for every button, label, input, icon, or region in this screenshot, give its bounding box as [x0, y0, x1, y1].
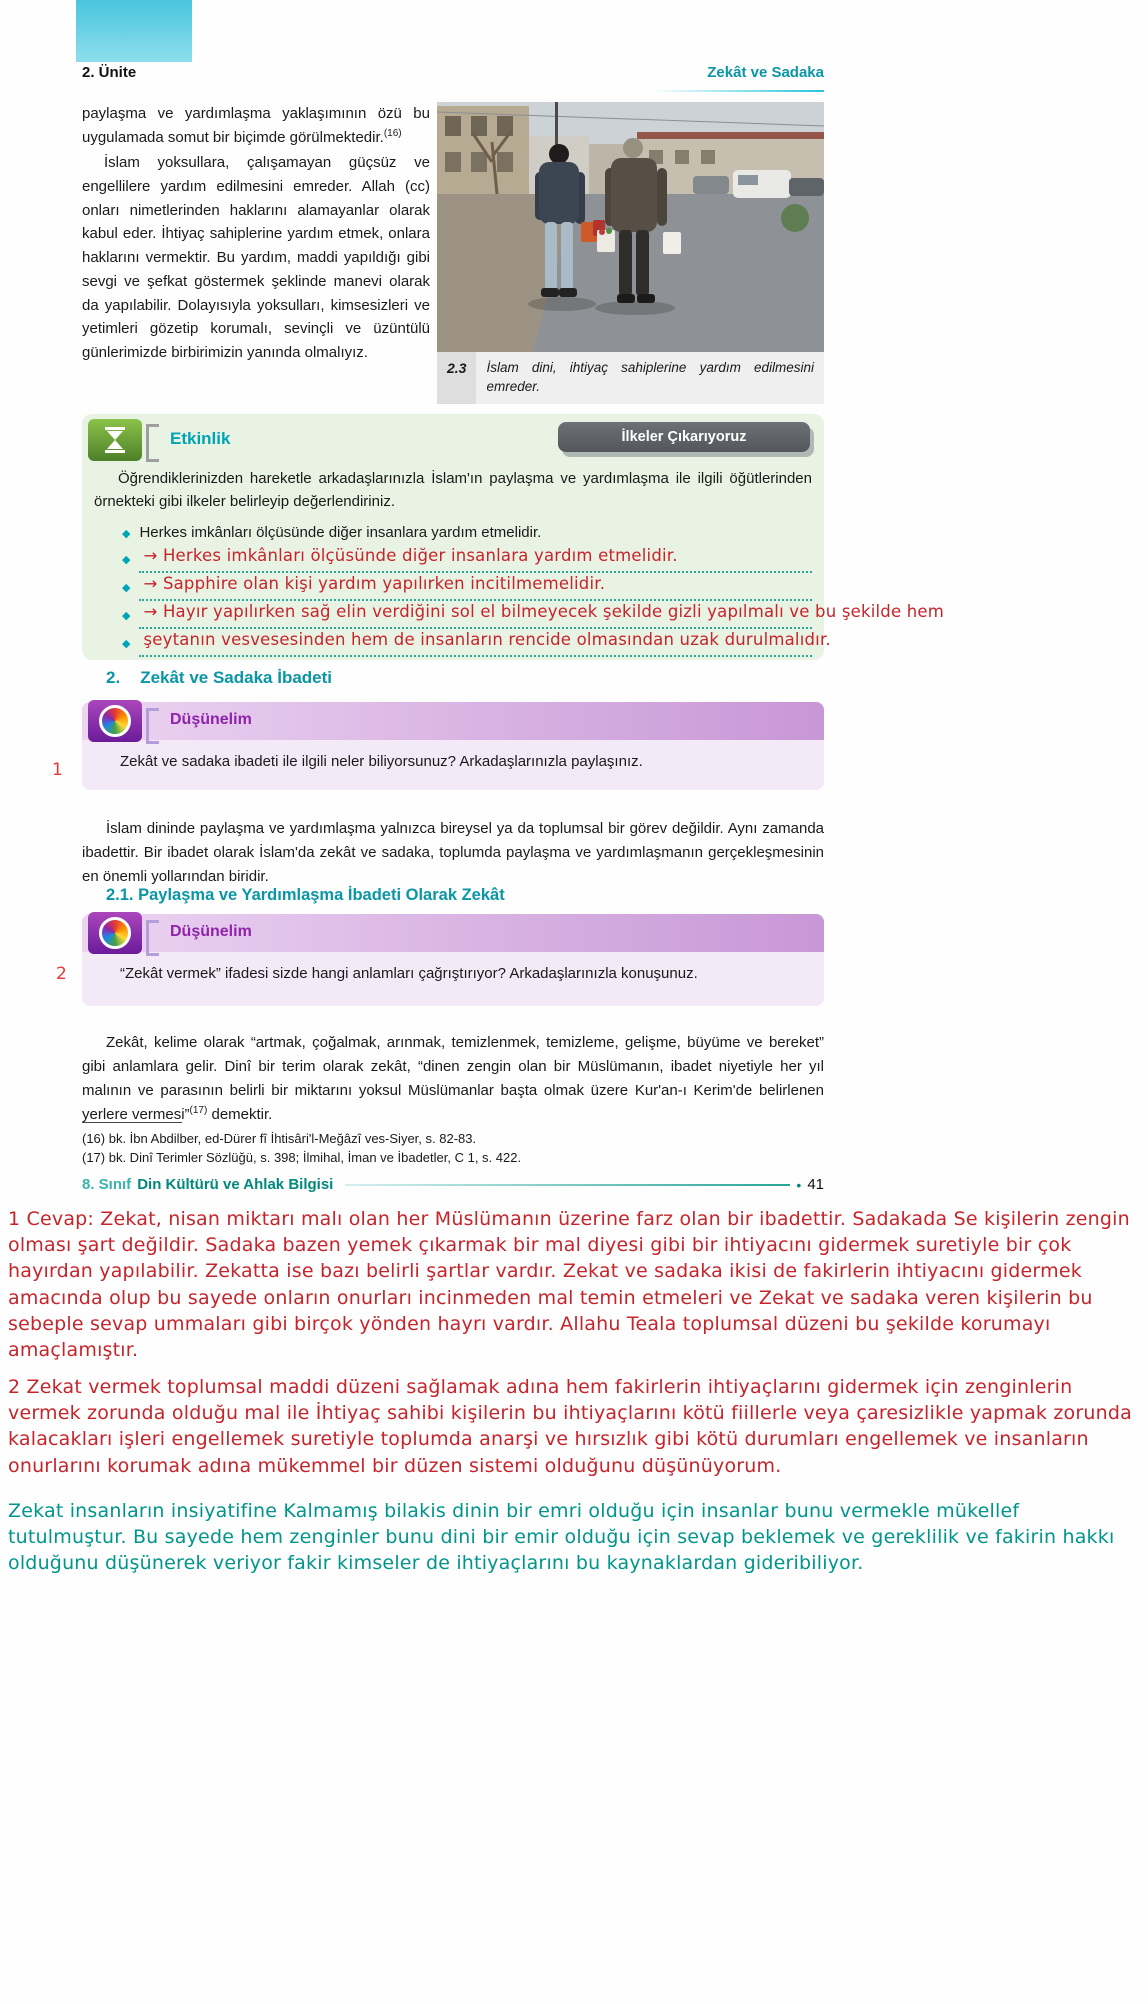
hourglass-icon	[88, 419, 142, 461]
handwritten-answer-1: 1 Cevap: Zekat, nisan miktarı malı olan her Müslümanın üzerine farz olan bir ibadettir. Sadakada Se kişilerin zengin olması şart değildir. Sadaka bazen yemek çıkarmak bir mal diyesi gibi bir ihtiyacını gidermek suretiyle bir çok hayırdan yapılabilir. Zekatta ise bazı belirli şartlar vardır. Zekat ve sadaka ikisi de fakirlerin ihtiyacını gidermek amacında olup bu sayede onların onurları incinmeden mal temin etmeleri ve Zekat ve sadaka veren kişilerin bu sebeple sevap ummaları gibi birçok yönden hayrı vardır. Allahu Teala toplumsal düzeni bu şekilde korumayı amaçlamıştır.	[8, 1208, 1130, 1362]
intro-column	[82, 102, 430, 365]
footer-dot: •	[796, 1176, 802, 1193]
intro-paragraph-1	[82, 102, 430, 149]
handwritten-answer: → Herkes imkânları ölçüsünde diğer insanlara yardım etmelidir.	[143, 545, 678, 565]
intro-paragraph-1-text: paylaşma ve yardımlaşma yaklaşımının özü bu uygulamada somut bir biçimde görülmektedir.	[82, 105, 430, 146]
think-label: Düşünelim	[170, 711, 252, 728]
diamond-bullet-icon: ◆	[122, 554, 131, 566]
handwritten-answer-2: 2 Zekat vermek toplumsal maddi düzeni sağlamak adına hem fakirlerin ihtiyaçlarını gidermek için zenginlerin vermek zorunda olduğu mal ile İhtiyaç sahibi kişilerin bu ihtiyaçlarını kötü fiillerle veya çaresizlikle yapmak zorunda kalacakları işleri engellemek suretiyle toplumda anarşi ve hırsızlık gibi kötü durumları engellemek ve insanların onurlarını korumak adına mükemmel bir düzen sistemi olduğunu düşünüyorum.	[8, 1376, 1132, 1477]
footnote-ref-17: (17)	[189, 1105, 208, 1116]
footnote-16: (16) bk. İbn Abdilber, ed-Dürer fî İhtisâri'l-Meğâzî ves-Siyer, s. 82-83.	[82, 1131, 477, 1146]
clip-decoration	[146, 708, 159, 744]
footnote-ref-16: (16)	[383, 127, 402, 139]
footer-grade: 8. Sınıf	[82, 1176, 132, 1193]
dotted-answer-line[interactable]	[139, 571, 812, 601]
diamond-bullet-icon: ◆	[122, 528, 131, 540]
think-box-1	[82, 702, 824, 790]
dotted-answer-line[interactable]	[139, 599, 945, 629]
example-bullet	[122, 522, 812, 545]
dotted-answer-line[interactable]	[139, 627, 831, 657]
activity-prompt: Öğrendiklerinizden hareketle arkadaşlarınızla İslam'ın paylaşma ve yardımlaşma ile ilgili öğütlerinden örnekteki gibi ilkeler belirleyip değerlendiriniz.	[94, 470, 812, 510]
dotted-answer-line[interactable]	[139, 543, 812, 573]
diamond-bullet-icon: ◆	[122, 582, 131, 594]
section-heading-2	[106, 668, 332, 688]
footer-book-title: Din Kültürü ve Ahlak Bilgisi	[137, 1176, 334, 1193]
street-photo	[437, 102, 824, 352]
answer-line[interactable]	[122, 629, 831, 657]
figure-caption	[437, 352, 824, 404]
figure-caption-text: İslam dini, ihtiyaç sahiplerine yardım edilmesini emreder.	[486, 360, 814, 394]
think-box-header	[82, 702, 824, 740]
figure-number: 2.3	[437, 352, 476, 404]
page-header	[82, 64, 824, 81]
answer-line[interactable]	[122, 601, 945, 629]
activity-tab: İlkeler Çıkarıyoruz	[558, 422, 810, 452]
handwritten-note-teal: Zekat insanların insiyatifine Kalmamış bilakis dinin bir emri olduğu için insanlar bunu vermekle mükellef tutulmuştur. Bu sayede hem zenginler bunu dini bir emir olduğu için sevap beklemek ve gereklilik ve fakirin hakkı olduğunu düşünerek veriyor fakir kimseler de ihtiyaçlarını bu kaynaklardan gideribiliyor.	[8, 1500, 1115, 1575]
activity-body	[94, 468, 945, 657]
think-box-2	[82, 914, 824, 1006]
footnotes	[82, 1130, 824, 1168]
think-question-1: Zekât ve sadaka ibadeti ile ilgili neler biliyorsunuz? Arkadaşlarınızla paylaşınız.	[120, 753, 643, 770]
footer-rule	[345, 1184, 790, 1186]
chapter-title: Zekât ve Sadaka	[707, 64, 824, 81]
clip-decoration	[146, 920, 159, 956]
think-box-header	[82, 914, 824, 952]
street-photo-illustration	[437, 102, 824, 352]
example-principle: Herkes imkânları ölçüsünde diğer insanlara yardım etmelidir.	[139, 524, 542, 541]
color-wheel-icon	[88, 700, 142, 742]
section-title: Zekât ve Sadaka İbadeti	[140, 668, 333, 687]
diamond-bullet-icon: ◆	[122, 638, 131, 650]
activity-box	[82, 414, 945, 660]
paragraph-ibadet: İslam dininde paylaşma ve yardımlaşma yalnızca bireysel ya da toplumsal bir görev değildir. Aynı zamanda ibadettir. Bir ibadet olarak İslam'da zekât ve sadaka, toplumda paylaşma ve yardımlaşmanın gerçekleşmesinin en önemli yollarından biridir.	[82, 820, 824, 885]
handwritten-answer: → Hayır yapılırken sağ elin verdiğini sol el bilmeyecek şekilde gizli yapılmalı ve bu şekilde hem	[143, 601, 945, 621]
handwritten-margin-number-1: 1	[52, 760, 63, 780]
footnote-17: (17) bk. Dinî Terimler Sözlüğü, s. 398; İlmihal, İman ve İbadetler, C 1, s. 422.	[82, 1149, 522, 1165]
handwritten-margin-number-2: 2	[56, 964, 67, 984]
paragraph-zekat-text: Zekât, kelime olarak “artmak, çoğalmak, arınmak, temizlenmek, temizleme, gelişme, büyüme ve bereket” gibi anlamlara gelir. Dinî bir terim olarak zekât, “dinen zengin olan bir Müslümanın, ibadet niyetiyle her yıl malının ve parasının belirli bir miktarını yoksul Müslümanlar başta olmak üzere Kur'an-ı Kerim'de belirlenen yerlere vermesi”	[82, 1034, 824, 1123]
paragraph-zekat-tail: demektir.	[207, 1106, 273, 1123]
paragraph-zekat	[82, 1031, 824, 1127]
answer-line[interactable]	[122, 545, 812, 573]
answer-line[interactable]	[122, 573, 812, 601]
section-number: 2.	[106, 668, 121, 687]
color-wheel-icon	[88, 912, 142, 954]
unit-label: 2. Ünite	[82, 64, 137, 81]
diamond-bullet-icon: ◆	[122, 610, 131, 622]
think-question-2: “Zekât vermek” ifadesi sizde hangi anlamları çağrıştırıyor? Arkadaşlarınızla konuşunuz.	[120, 965, 698, 982]
think-label: Düşünelim	[170, 923, 252, 940]
page-number: 41	[807, 1176, 824, 1193]
activity-label: Etkinlik	[170, 429, 231, 448]
intro-paragraph-2: İslam yoksullara, çalışamayan güçsüz ve engellilere yardım edilmesini emreder. Allah (cc) onları nimetlerinden haklarını alamayanlar olarak kabul eder. İhtiyaç sahiplerine yardım etmek, onlara haklarını vermektir. Bu yardım, maddi yapıldığı gibi sevgi ve şefkat göstermek şeklinde manevi olarak da yapılabilir. Dolayısıyla yoksulları, kimsesizleri ve yetimleri gözetip korumalı, sevinçli ve üzüntülü günlerimizde birbirimizin yanında olmalıyız.	[82, 154, 430, 361]
clip-decoration	[146, 424, 159, 462]
section-heading-2-1: 2.1. Paylaşma ve Yardımlaşma İbadeti Olarak Zekât	[106, 886, 505, 904]
footnote-divider	[82, 1122, 182, 1123]
decorative-cyan-block	[76, 0, 192, 62]
chapter-title-underline	[649, 90, 824, 92]
handwritten-answer: şeytanın vesvesesinden hem de insanların rencide olmasından uzak durulmalıdır.	[143, 629, 831, 649]
handwritten-answer: → Sapphire olan kişi yardım yapılırken incitilmemelidir.	[143, 573, 606, 593]
page-footer	[82, 1176, 824, 1193]
